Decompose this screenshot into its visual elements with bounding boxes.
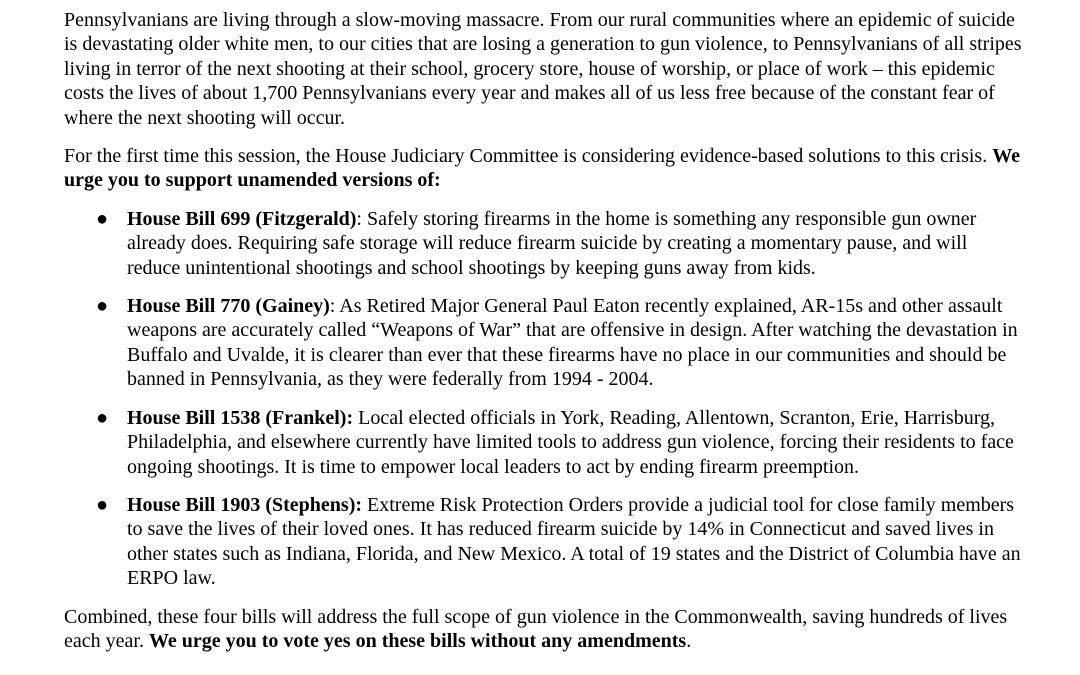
bill-description: Local elected officials in York, Reading, Allentown, Scranton, Erie, Harrisburg, Philadelphia, and elsewhere currently have limited tools to address gun violence, forcing their residents to face ongoing shootings. It is time to empower local leaders to act by ending firearm preemption. — [127, 406, 1014, 478]
bullet-icon: ● — [96, 207, 109, 230]
bill-title: House Bill 699 (Fitzgerald) — [127, 207, 357, 230]
intro-paragraph: Pennsylvanians are living through a slow-moving massacre. From our rural communities where an epidemic of suicide is devastating older white men, to our cities that are losing a generation to gun violence, to Pennsylvanians of all stripes living in terror of the next shooting at their school, grocery store, house of worship, or place of work – this epidemic costs the lives of about 1,700 Pennsylvanians every year and makes all of us less free because of the constant fear of where the next shooting will occur. — [64, 9, 1022, 129]
session-paragraph — [64, 144, 1024, 193]
bill-separator: : — [329, 295, 340, 318]
bill-item-hb770 — [64, 294, 1024, 392]
closing-text: Combined, these four bills will address the full scope of gun violence in the Commonwealth, saving hundreds of lives each year. — [64, 605, 1008, 652]
bill-title: House Bill 770 (Gainey) — [127, 295, 330, 318]
bill-description: Extreme Risk Protection Orders provide a judicial tool for close family members to save the lives of their loved ones. It has reduced firearm suicide by 14% in Connecticut and saved lives in other states such as Indiana, Florida, and New Mexico. A total of 19 states and the District of Columbia have an ERPO law. — [127, 493, 1021, 590]
closing-paragraph — [64, 605, 1024, 654]
bill-list — [64, 207, 1024, 591]
bullet-icon: ● — [96, 295, 109, 318]
document-page — [64, 8, 1024, 667]
bill-title: House Bill 1538 (Frankel): — [127, 406, 354, 429]
bill-description: Safely storing firearms in the home is something any responsible gun owner already does. Requiring safe storage will reduce firearm suicide by creating a momentary pause, and will reduce unintentional shootings and school shootings by keeping guns away from kids. — [127, 207, 977, 279]
session-call-to-action: We urge you to support unamended versions of: — [64, 145, 1020, 192]
bill-title: House Bill 1903 (Stephens): — [127, 493, 363, 516]
bill-description: As Retired Major General Paul Eaton recently explained, AR-15s and other assault weapons are accurately called “Weapons of War” that are offensive in design. After watching the devastation in Buffalo and Uvalde, it is clearer than ever that these firearms have no place in our communities and should be banned in Pennsylvania, as they were federally from 1994 - 2004. — [127, 295, 1018, 391]
bill-item-hb1903 — [64, 493, 1024, 591]
closing-call-to-action: We urge you to vote yes on these bills without any amendments — [148, 629, 687, 652]
bullet-icon: ● — [96, 493, 109, 516]
closing-period: . — [686, 629, 692, 652]
bullet-icon: ● — [96, 406, 109, 429]
bill-item-hb1538 — [64, 406, 1024, 479]
session-text: For the first time this session, the House Judiciary Committee is considering evidence-based solutions to this crisis. — [64, 145, 993, 168]
bill-separator: : — [356, 207, 367, 230]
bill-item-hb699 — [64, 207, 1024, 280]
